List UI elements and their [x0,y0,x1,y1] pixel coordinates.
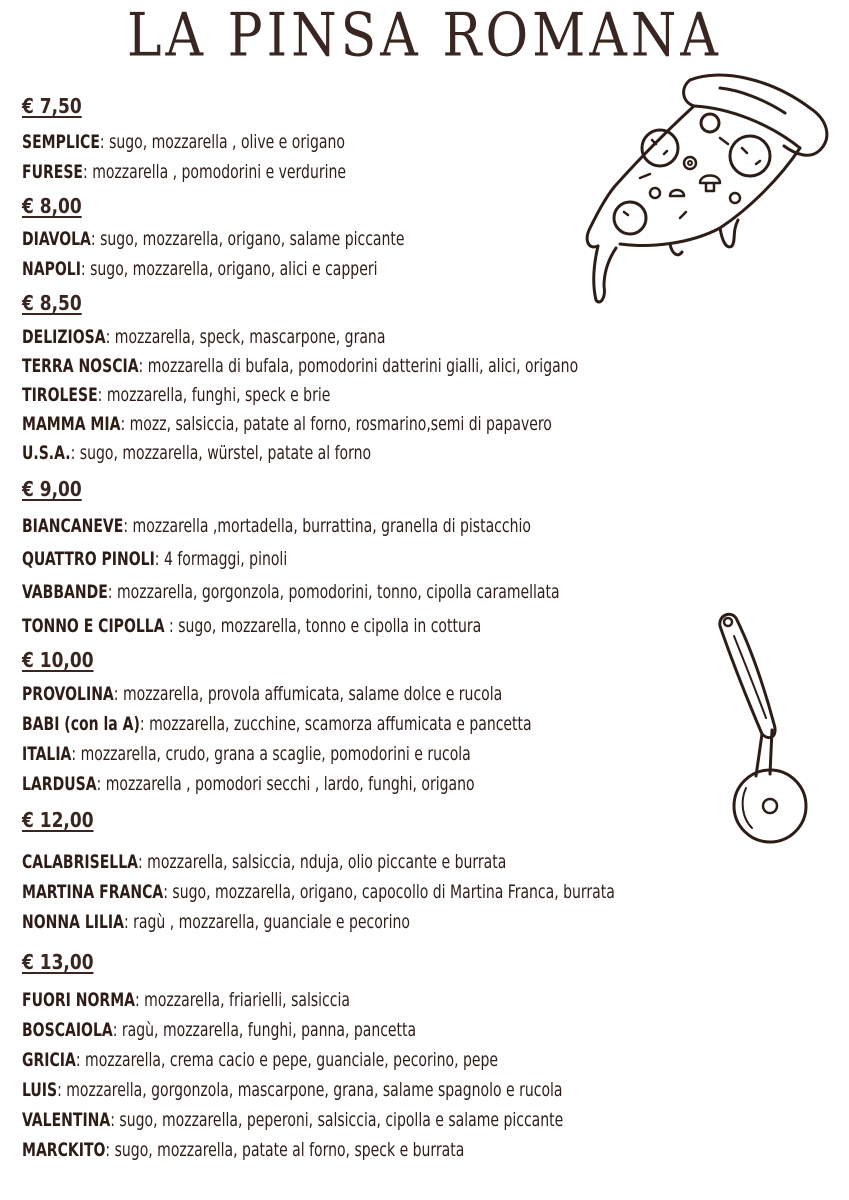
menu-item [22,258,377,280]
item-name: BOSCAIOLA [22,1019,113,1041]
menu-item [22,1109,563,1131]
menu-item [22,1049,498,1071]
menu-item [22,911,410,933]
item-separator: : [71,743,81,765]
item-name: NAPOLI [22,258,81,280]
item-name: PROVOLINA [22,683,114,705]
item-description: mozzarella , pomodori secchi , lardo, funghi, origano [105,773,475,795]
item-separator: : [90,228,101,250]
item-description: mozzarella, zucchine, scamorza affumicata e pancetta [149,713,532,735]
menu-item [22,713,532,735]
item-separator: : [75,1049,86,1071]
menu-item [22,161,346,183]
price-heading: € 10,00 [22,648,94,672]
item-name: DIAVOLA [22,228,91,250]
item-name: FURESE [22,161,84,183]
item-name: VALENTINA [22,1109,111,1131]
item-description: sugo, mozzarella, origano, salame piccante [100,228,405,250]
item-separator: : [107,581,117,603]
item-name: LARDUSA [22,773,97,795]
item-separator: : [154,548,164,570]
menu-item [22,384,330,406]
item-description: ragù, mozzarella, funghi, panna, pancetta [121,1019,417,1041]
price-heading: € 8,00 [22,194,82,218]
menu-item [22,581,560,603]
item-name: QUATTRO PINOLI [22,548,155,570]
page-title: LA PINSA ROMANA [127,1,722,71]
item-separator: : [70,442,80,464]
menu-item [22,515,531,537]
price-heading: € 13,00 [22,950,94,974]
menu-item [22,548,287,570]
item-separator: : [120,413,130,435]
menu-item [22,228,405,250]
menu-item [22,355,578,377]
item-name: TIROLESE [22,384,98,406]
item-separator: : [137,851,148,873]
item-separator: : [105,1139,115,1161]
item-separator: : [97,384,107,406]
menu-item [22,326,385,348]
price-heading: € 7,50 [22,94,82,118]
item-name: TERRA NOSCIA [22,355,139,377]
item-description: ragù , mozzarella, guanciale e pecorino [133,911,410,933]
item-name: BABI (con la A) [22,713,140,735]
menu-item [22,743,471,765]
item-description: mozzarella, gorgonzola, pomodorini, tonno, cipolla caramellata [116,581,560,603]
menu-item [22,683,502,705]
item-description: sugo, mozzarella, tonno e cipolla in cottura [178,615,482,637]
item-description: mozzarella, funghi, speck e brie [106,384,331,406]
menu-item [22,1079,563,1101]
price-heading: € 9,00 [22,477,82,501]
item-separator: : [163,881,173,903]
item-separator: : [96,773,106,795]
item-name: ITALIA [22,743,72,765]
item-separator: : [80,258,91,280]
item-name: MAMMA MIA [22,413,121,435]
menu-item [22,413,552,435]
menu-item [22,851,506,873]
item-separator: : [139,713,150,735]
menu-item [22,1019,416,1041]
item-description: sugo, mozzarella, peperoni, salsiccia, cipolla e salame piccante [119,1109,564,1131]
item-description: sugo, mozzarella, origano, alici e capperi [90,258,378,280]
item-name: FUORI NORMA [22,989,135,1011]
item-name: MARTINA FRANCA [22,881,164,903]
item-name: VABBANDE [22,581,108,603]
menu-item [22,989,350,1011]
item-description: mozzarella, friarielli, salsiccia [144,989,350,1011]
item-description: sugo, mozzarella, origano, capocollo di Martina Franca, burrata [172,881,615,903]
item-description: mozzarella, salsiccia, nduja, olio piccante e burrata [147,851,507,873]
item-name: CALABRISELLA [22,851,138,873]
item-name: SEMPLICE [22,131,100,153]
item-separator: : [112,1019,122,1041]
menu-item [22,773,475,795]
item-name: MARCKITO [22,1139,106,1161]
item-name: DELIZIOSA [22,326,106,348]
item-name: TONNO E CIPOLLA [22,615,165,637]
item-description: mozzarella ,mortadella, burrattina, granella di pistacchio [132,515,531,537]
item-separator: : [123,911,134,933]
item-separator: : [134,989,145,1011]
item-description: sugo, mozzarella, würstel, patate al forno [79,442,372,464]
item-separator: : [113,683,123,705]
item-name: GRICIA [22,1049,76,1071]
pizza-slice-icon [570,68,840,308]
item-separator: : [83,161,93,183]
item-description: 4 formaggi, pinoli [163,548,288,570]
item-description: mozzarella di bufala, pomodorini datterini gialli, alici, origano [147,355,579,377]
menu-item [22,615,481,637]
item-name: NONNA LILIA [22,911,124,933]
item-name: U.S.A. [22,442,71,464]
pizza-cutter-icon [712,606,822,846]
item-name: LUIS [22,1079,58,1101]
price-heading: € 12,00 [22,808,94,832]
item-description: sugo, mozzarella , olive e origano [109,131,345,153]
item-description: mozzarella , pomodorini e verdurine [92,161,347,183]
item-separator: : [105,326,115,348]
item-description: mozzarella, crema cacio e pepe, guanciale, pecorino, pepe [85,1049,499,1071]
menu-item [22,881,615,903]
item-description: sugo, mozzarella, patate al forno, speck e burrata [114,1139,465,1161]
item-description: mozz, salsiccia, patate al forno, rosmarino,semi di papavero [129,413,552,435]
item-separator: : [138,355,148,377]
item-description: mozzarella, speck, mascarpone, grana [114,326,386,348]
item-name: BIANCANEVE [22,515,124,537]
item-separator: : [57,1079,67,1101]
item-separator: : [123,515,133,537]
item-description: mozzarella, provola affumicata, salame dolce e rucola [122,683,503,705]
item-separator: : [110,1109,120,1131]
item-description: mozzarella, crudo, grana a scaglie, pomodorini e rucola [80,743,471,765]
item-separator: : [164,615,179,637]
item-separator: : [99,131,110,153]
price-heading: € 8,50 [22,291,82,315]
menu-item [22,131,345,153]
menu-item [22,1139,464,1161]
menu-item [22,442,371,464]
item-description: mozzarella, gorgonzola, mascarpone, grana, salame spagnolo e rucola [66,1079,563,1101]
